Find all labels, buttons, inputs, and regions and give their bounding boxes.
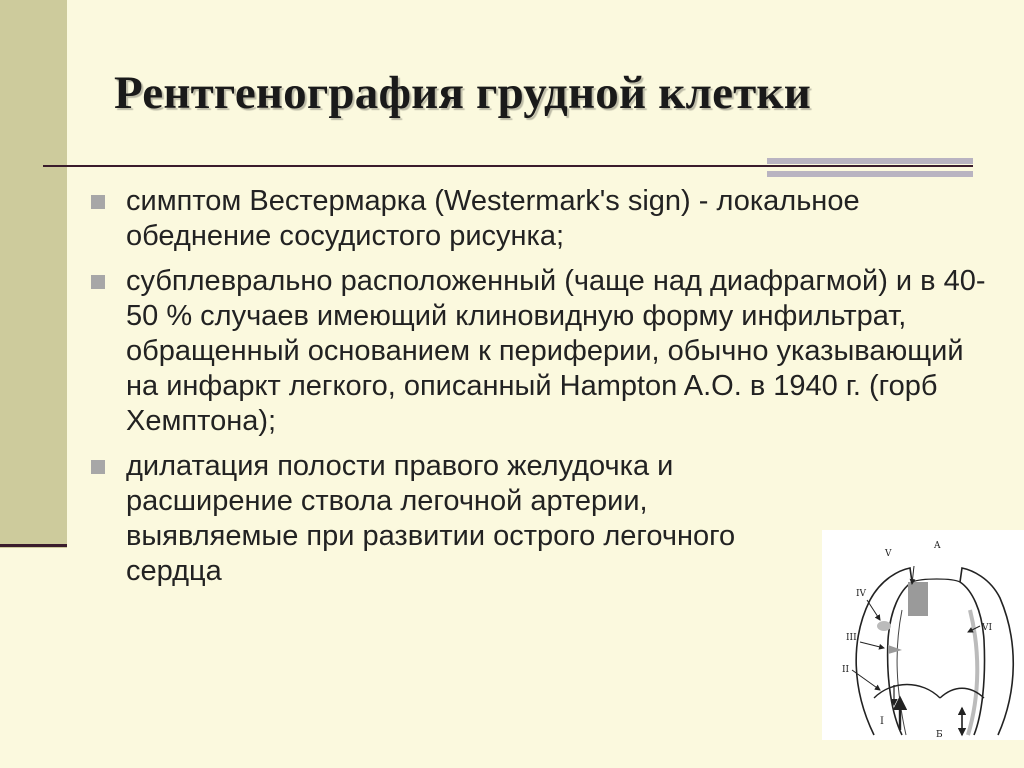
label-b: Б <box>936 730 943 740</box>
pulmonary-trunk-shadow <box>908 582 928 616</box>
square-bullet-icon <box>91 460 105 474</box>
chest-xray-diagram <box>822 530 1024 740</box>
label-iii: III <box>846 633 857 643</box>
chest-diagram-svg <box>822 530 1024 740</box>
bullet-text: симптом Вестермарка (Westermark's sign) - локальное обеднение сосудистого рисунка; <box>126 185 860 252</box>
left-band-divider <box>0 544 67 547</box>
bullet-text: субплеврально расположенный (чаще над диафрагмой) и в 40-50 % случаев имеющий клиновидную форму инфильтрат, обращенный основанием к периферии, обычно указывающий на инфаркт легкого, описанный Hampton A.O. в 1940 г. (горб Хемптона); <box>126 265 986 437</box>
label-i: I <box>880 716 884 727</box>
label-vi: VI <box>982 623 993 633</box>
wedge-infiltrate <box>888 645 902 654</box>
title-divider <box>43 165 973 167</box>
square-bullet-icon <box>91 275 105 289</box>
slide-title: Рентгенография грудной клетки <box>114 67 811 119</box>
bullet-text: дилатация полости правого желудочка и расширение ствола легочной артерии, выявляемые при развитии острого легочного сердца <box>126 450 736 587</box>
label-iv: IV <box>856 589 867 599</box>
label-v: V <box>885 549 892 559</box>
bullet-item <box>90 184 1000 254</box>
label-a: A <box>934 541 941 551</box>
label-ii: II <box>842 665 850 675</box>
title-divider-accent <box>767 158 973 164</box>
left-decorative-band <box>0 0 67 548</box>
square-bullet-icon <box>91 195 105 209</box>
title-divider-accent <box>767 171 973 177</box>
chest-outline <box>960 568 1013 735</box>
bullet-item <box>90 264 1000 439</box>
